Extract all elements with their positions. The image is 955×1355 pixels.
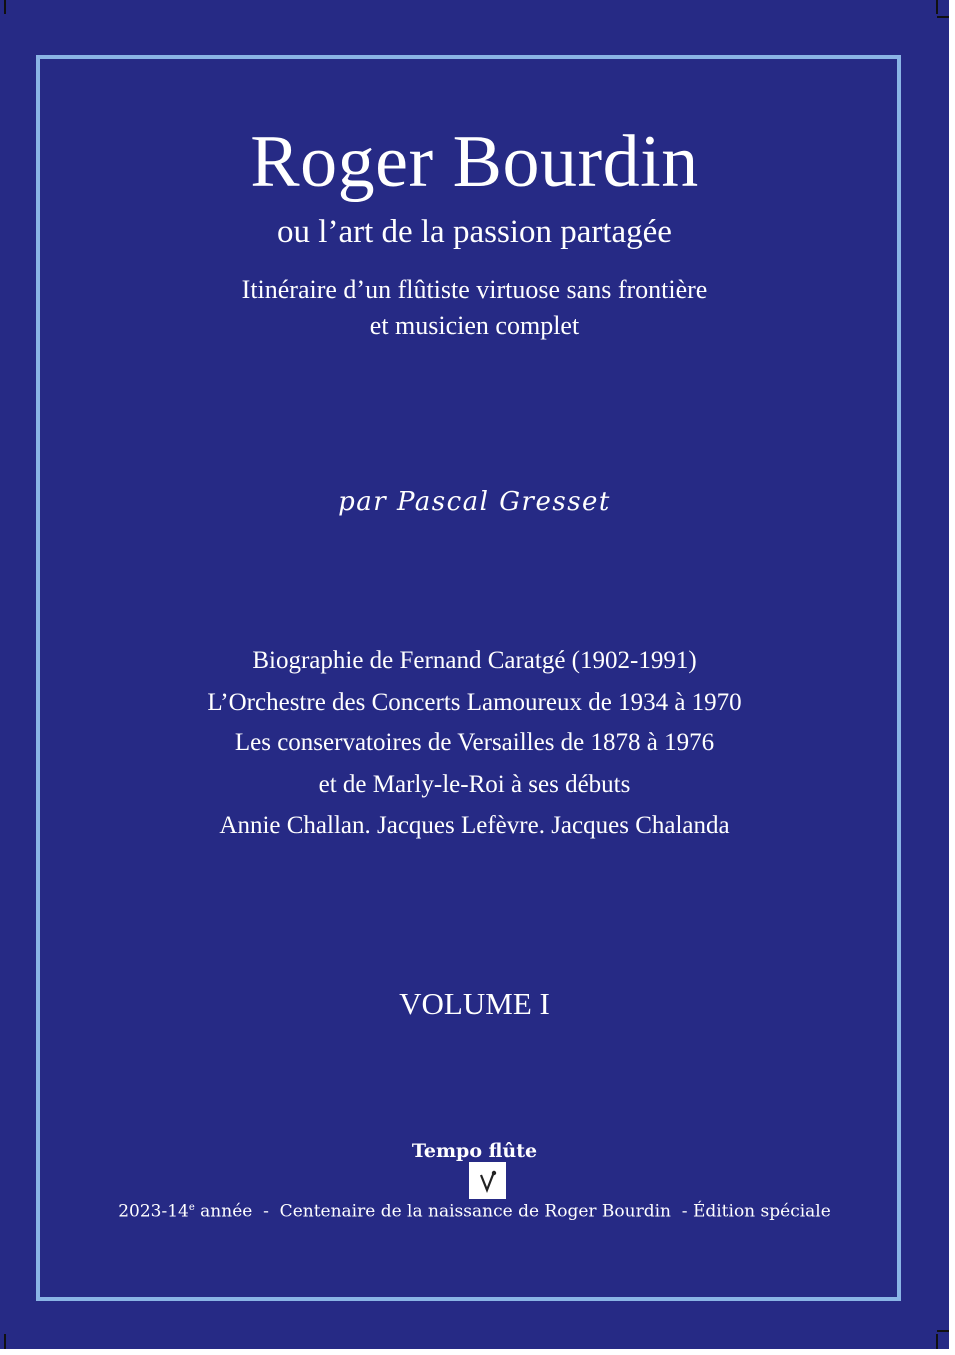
crop-mark-bottom-left (4, 1334, 6, 1349)
biography-line: et de Marly-le-Roi à ses débuts (318, 771, 631, 798)
tempo-flute-logo-icon (477, 1168, 499, 1194)
crop-mark-bottom-right-h (937, 1330, 949, 1332)
footer-year: 2023-14 (118, 1201, 189, 1222)
biography-line: Les conservatoires de Versailles de 1878 à 1976 (234, 729, 715, 756)
biography-line: L’Orchestre des Concerts Lamoureux de 1934 à 1970 (207, 689, 742, 716)
biography-line: Biographie de Fernand Caratgé (1902-1991) (252, 647, 697, 674)
biography-line: Annie Challan. Jacques Lefèvre. Jacques Chalanda (219, 812, 730, 839)
crop-mark-top-right-h (937, 16, 949, 18)
book-title: Roger Bourdin (250, 121, 699, 203)
crop-mark-bottom-right (936, 1334, 938, 1349)
publisher-name: Tempo flûte (411, 1140, 538, 1162)
footer-year-suffix: e (188, 1202, 195, 1213)
footer-text: année - Centenaire de la naissance de Roger Bourdin - Édition spéciale (194, 1201, 831, 1222)
tagline-line: Itinéraire d’un flûtiste virtuose sans frontière (241, 275, 708, 304)
tagline-line: et musicien complet (369, 311, 580, 340)
crop-mark-top-left (4, 0, 6, 14)
book-subtitle: ou l’art de la passion partagée (277, 214, 672, 250)
crop-mark-top-right (936, 0, 938, 14)
footer-line (0, 1196, 949, 1224)
tempo-flute-logo-icon (469, 1162, 506, 1199)
volume-label: VOLUME I (399, 986, 550, 1021)
author-line: par Pascal Gresset (338, 487, 611, 517)
